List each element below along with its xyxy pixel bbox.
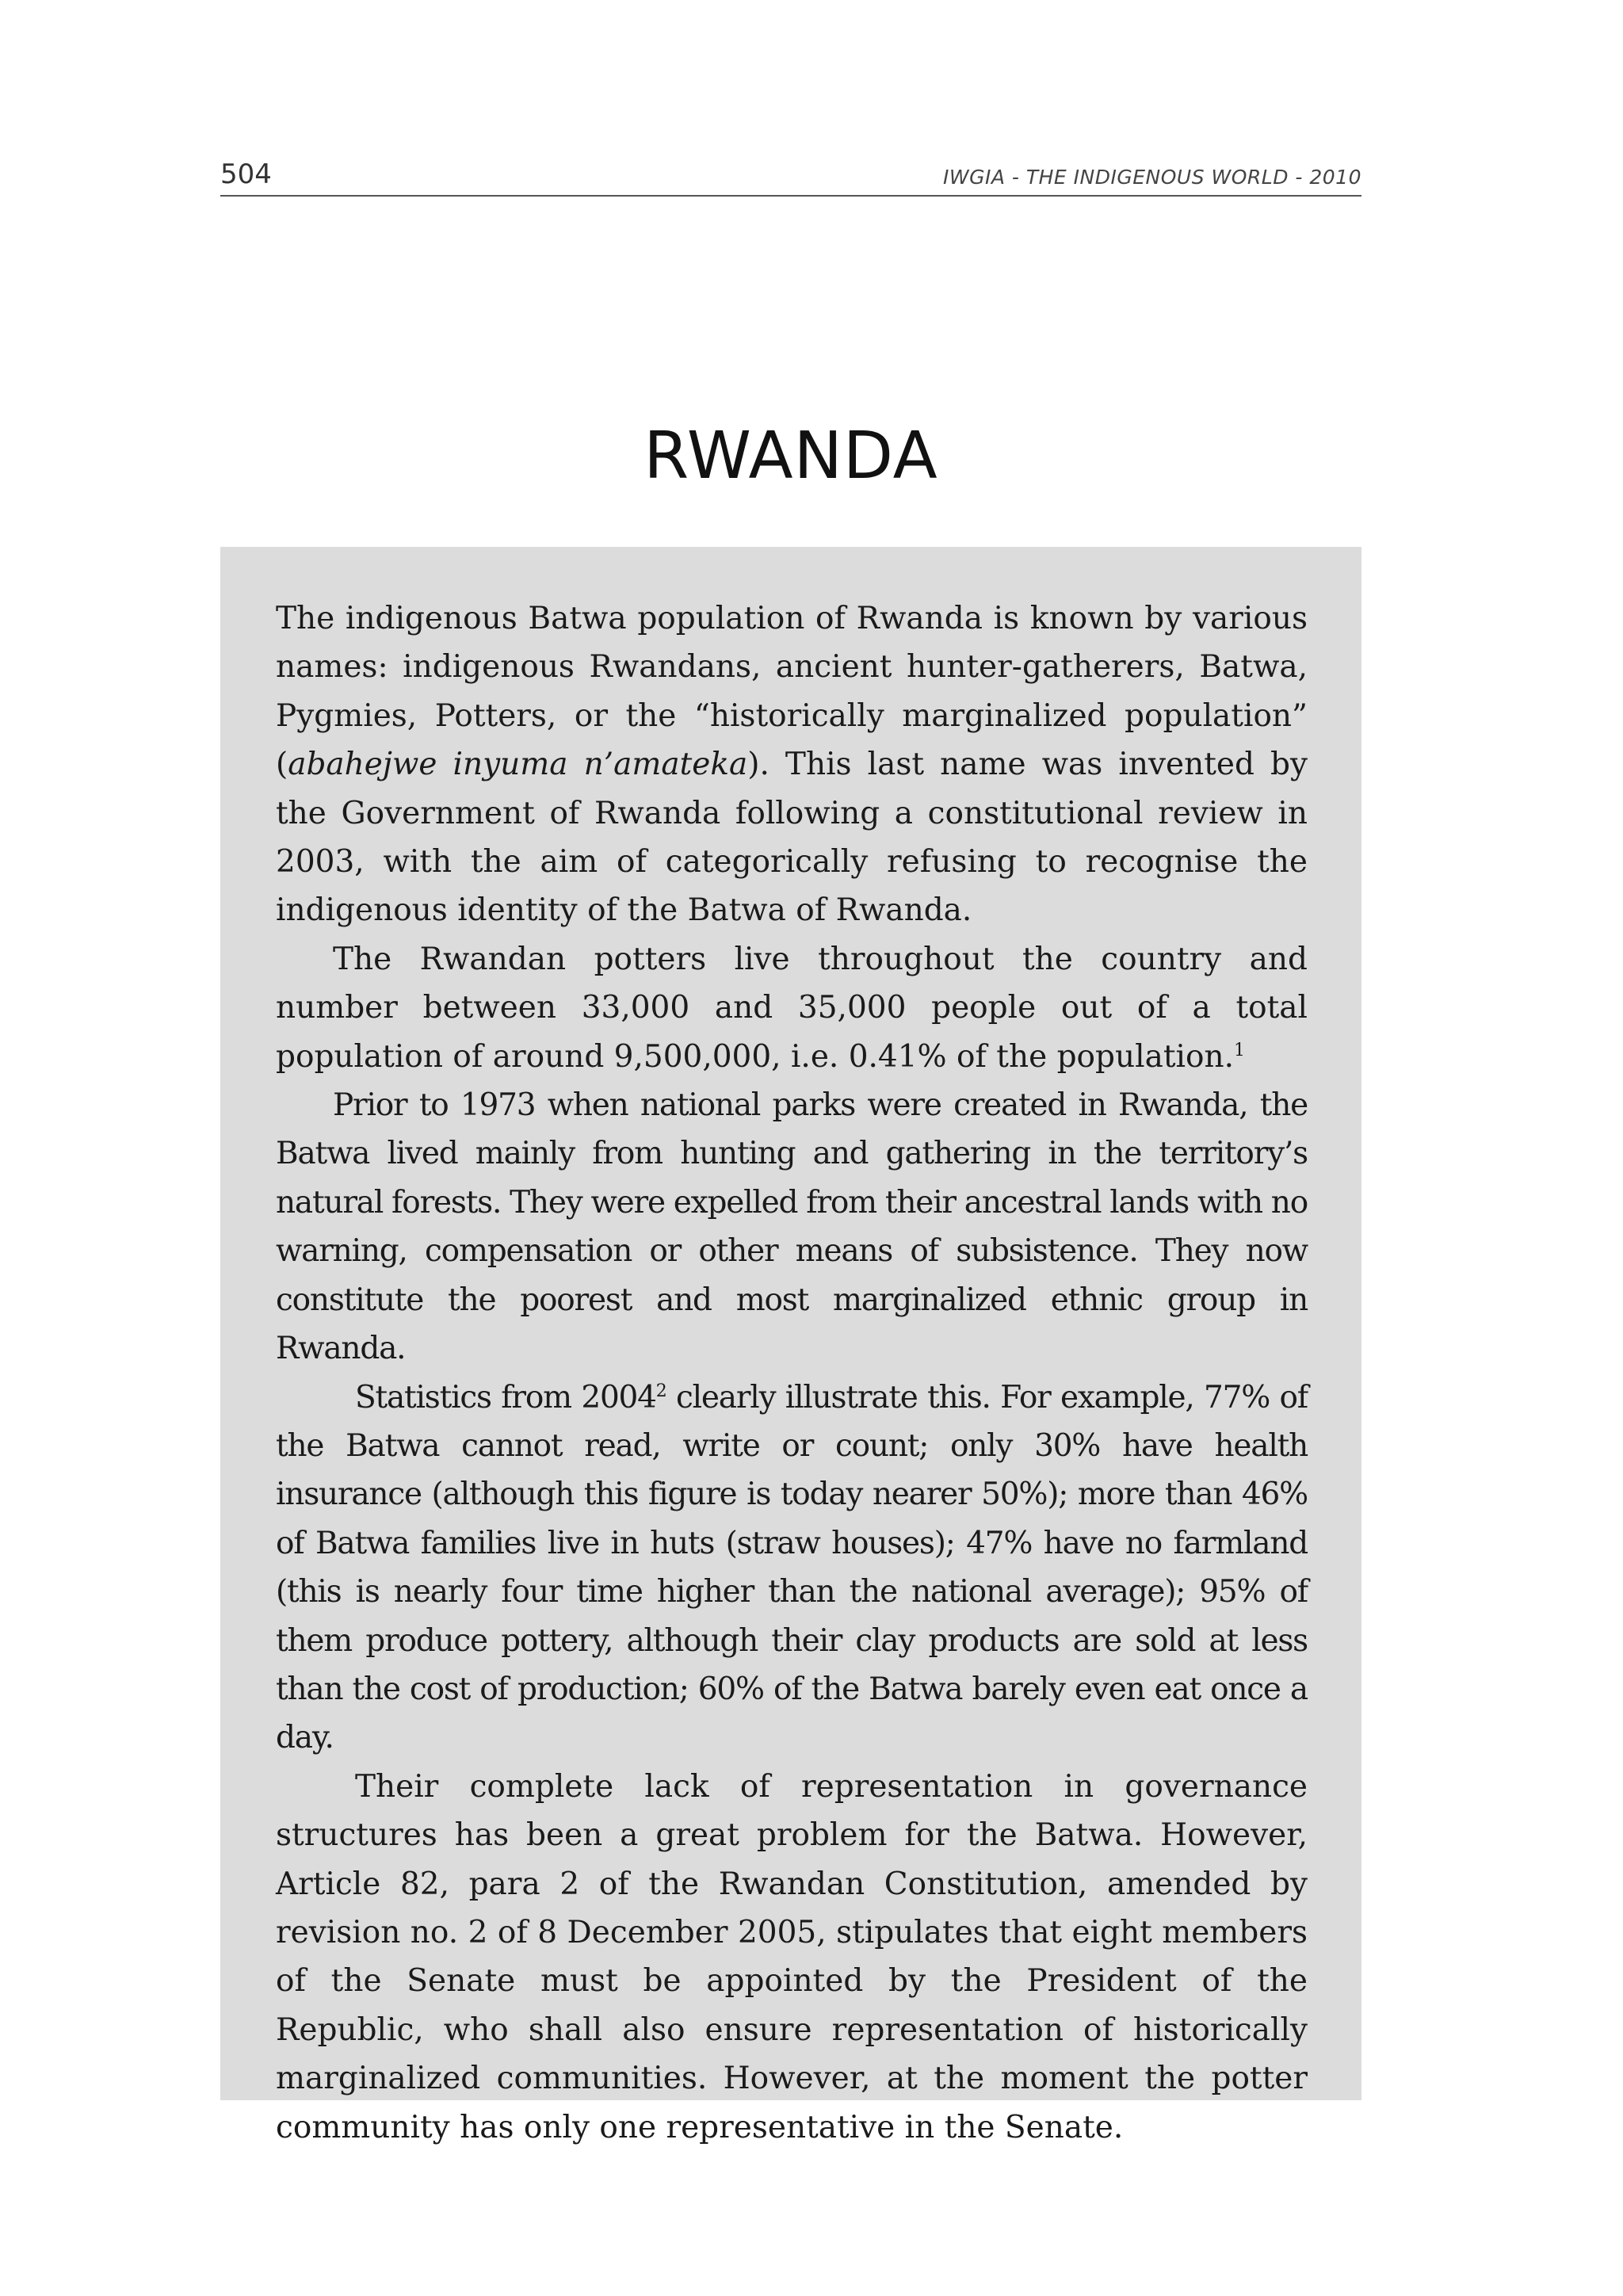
intro-paragraph-4	[276, 1373, 1308, 1763]
intro-p1-text: The indigenous Batwa population of Rwanda is known by various names: indigenous Rwandans, ancient hunter-gatherers, Batwa, Pygmies, Potters, or the “historically marginalized population” (	[276, 601, 1308, 783]
intro-box	[220, 547, 1361, 2145]
intro-paragraph-2	[276, 935, 1308, 1081]
footnote-marker-2[interactable]: 2	[655, 1381, 666, 1401]
intro-paragraph-1	[276, 594, 1308, 935]
intro-p1-text-end: ). This last name was invented by the Government of Rwanda following a constitutional review in 2003, with the aim of categorically refusing to recognise the indigenous identity of the Batwa of Rwanda.	[276, 747, 1308, 929]
intro-p3-text: Prior to 1973 when national parks were created in Rwanda, the Batwa lived mainly from hunting and gathering in the territory’s natural forests. They were expelled from their ancestral lands with no warning, compensation or other means of subsistence. They now constitute the poorest and most marginalized ethnic group in Rwanda.	[276, 1087, 1308, 1367]
intro-p2-text: The Rwandan potters live throughout the country and number between 33,000 and 35,000 people out of a total population of around 9,500,000, i.e. 0.41% of the population.	[276, 941, 1308, 1075]
intro-p5-text: Their complete lack of representation in governance structures has been a great problem for the Batwa. However, Article 82, para 2 of the Rwandan Constitution, amended by revision no. 2 of 8 December 2005, stipulates that eight members of the Senate must be appointed by the President of the Republic, who shall also ensure representation of historically marginalized communities. However, at the moment the potter community has only one representative in the Senate.	[276, 1768, 1308, 2145]
intro-p4-text: Statistics from 2004	[355, 1379, 656, 1415]
intro-p4-text-end: clearly illustrate this. For example, 77% of the Batwa cannot read, write or count; only 30% have health insurance (although this figure is today nearer 50%); more than 46% of Batwa families live in huts (straw houses); 47% have no farmland (this is nearly four time higher than the national average); 95% of them produce pottery, although their clay products are sold at less than the cost of production; 60% of the Batwa barely even eat once a day.	[276, 1379, 1308, 1756]
intro-paragraph-3	[276, 1081, 1308, 1373]
intro-p1-italic-term: abahejwe inyuma n’amateka	[288, 747, 748, 783]
page-header	[220, 155, 1361, 197]
chapter-title: RWANDA	[643, 418, 938, 494]
page-number: 504	[220, 159, 272, 190]
footnote-marker-1[interactable]: 1	[1233, 1040, 1245, 1060]
running-head: IWGIA - THE INDIGENOUS WORLD - 2010	[942, 166, 1361, 189]
intro-paragraph-5	[276, 1763, 1308, 2152]
